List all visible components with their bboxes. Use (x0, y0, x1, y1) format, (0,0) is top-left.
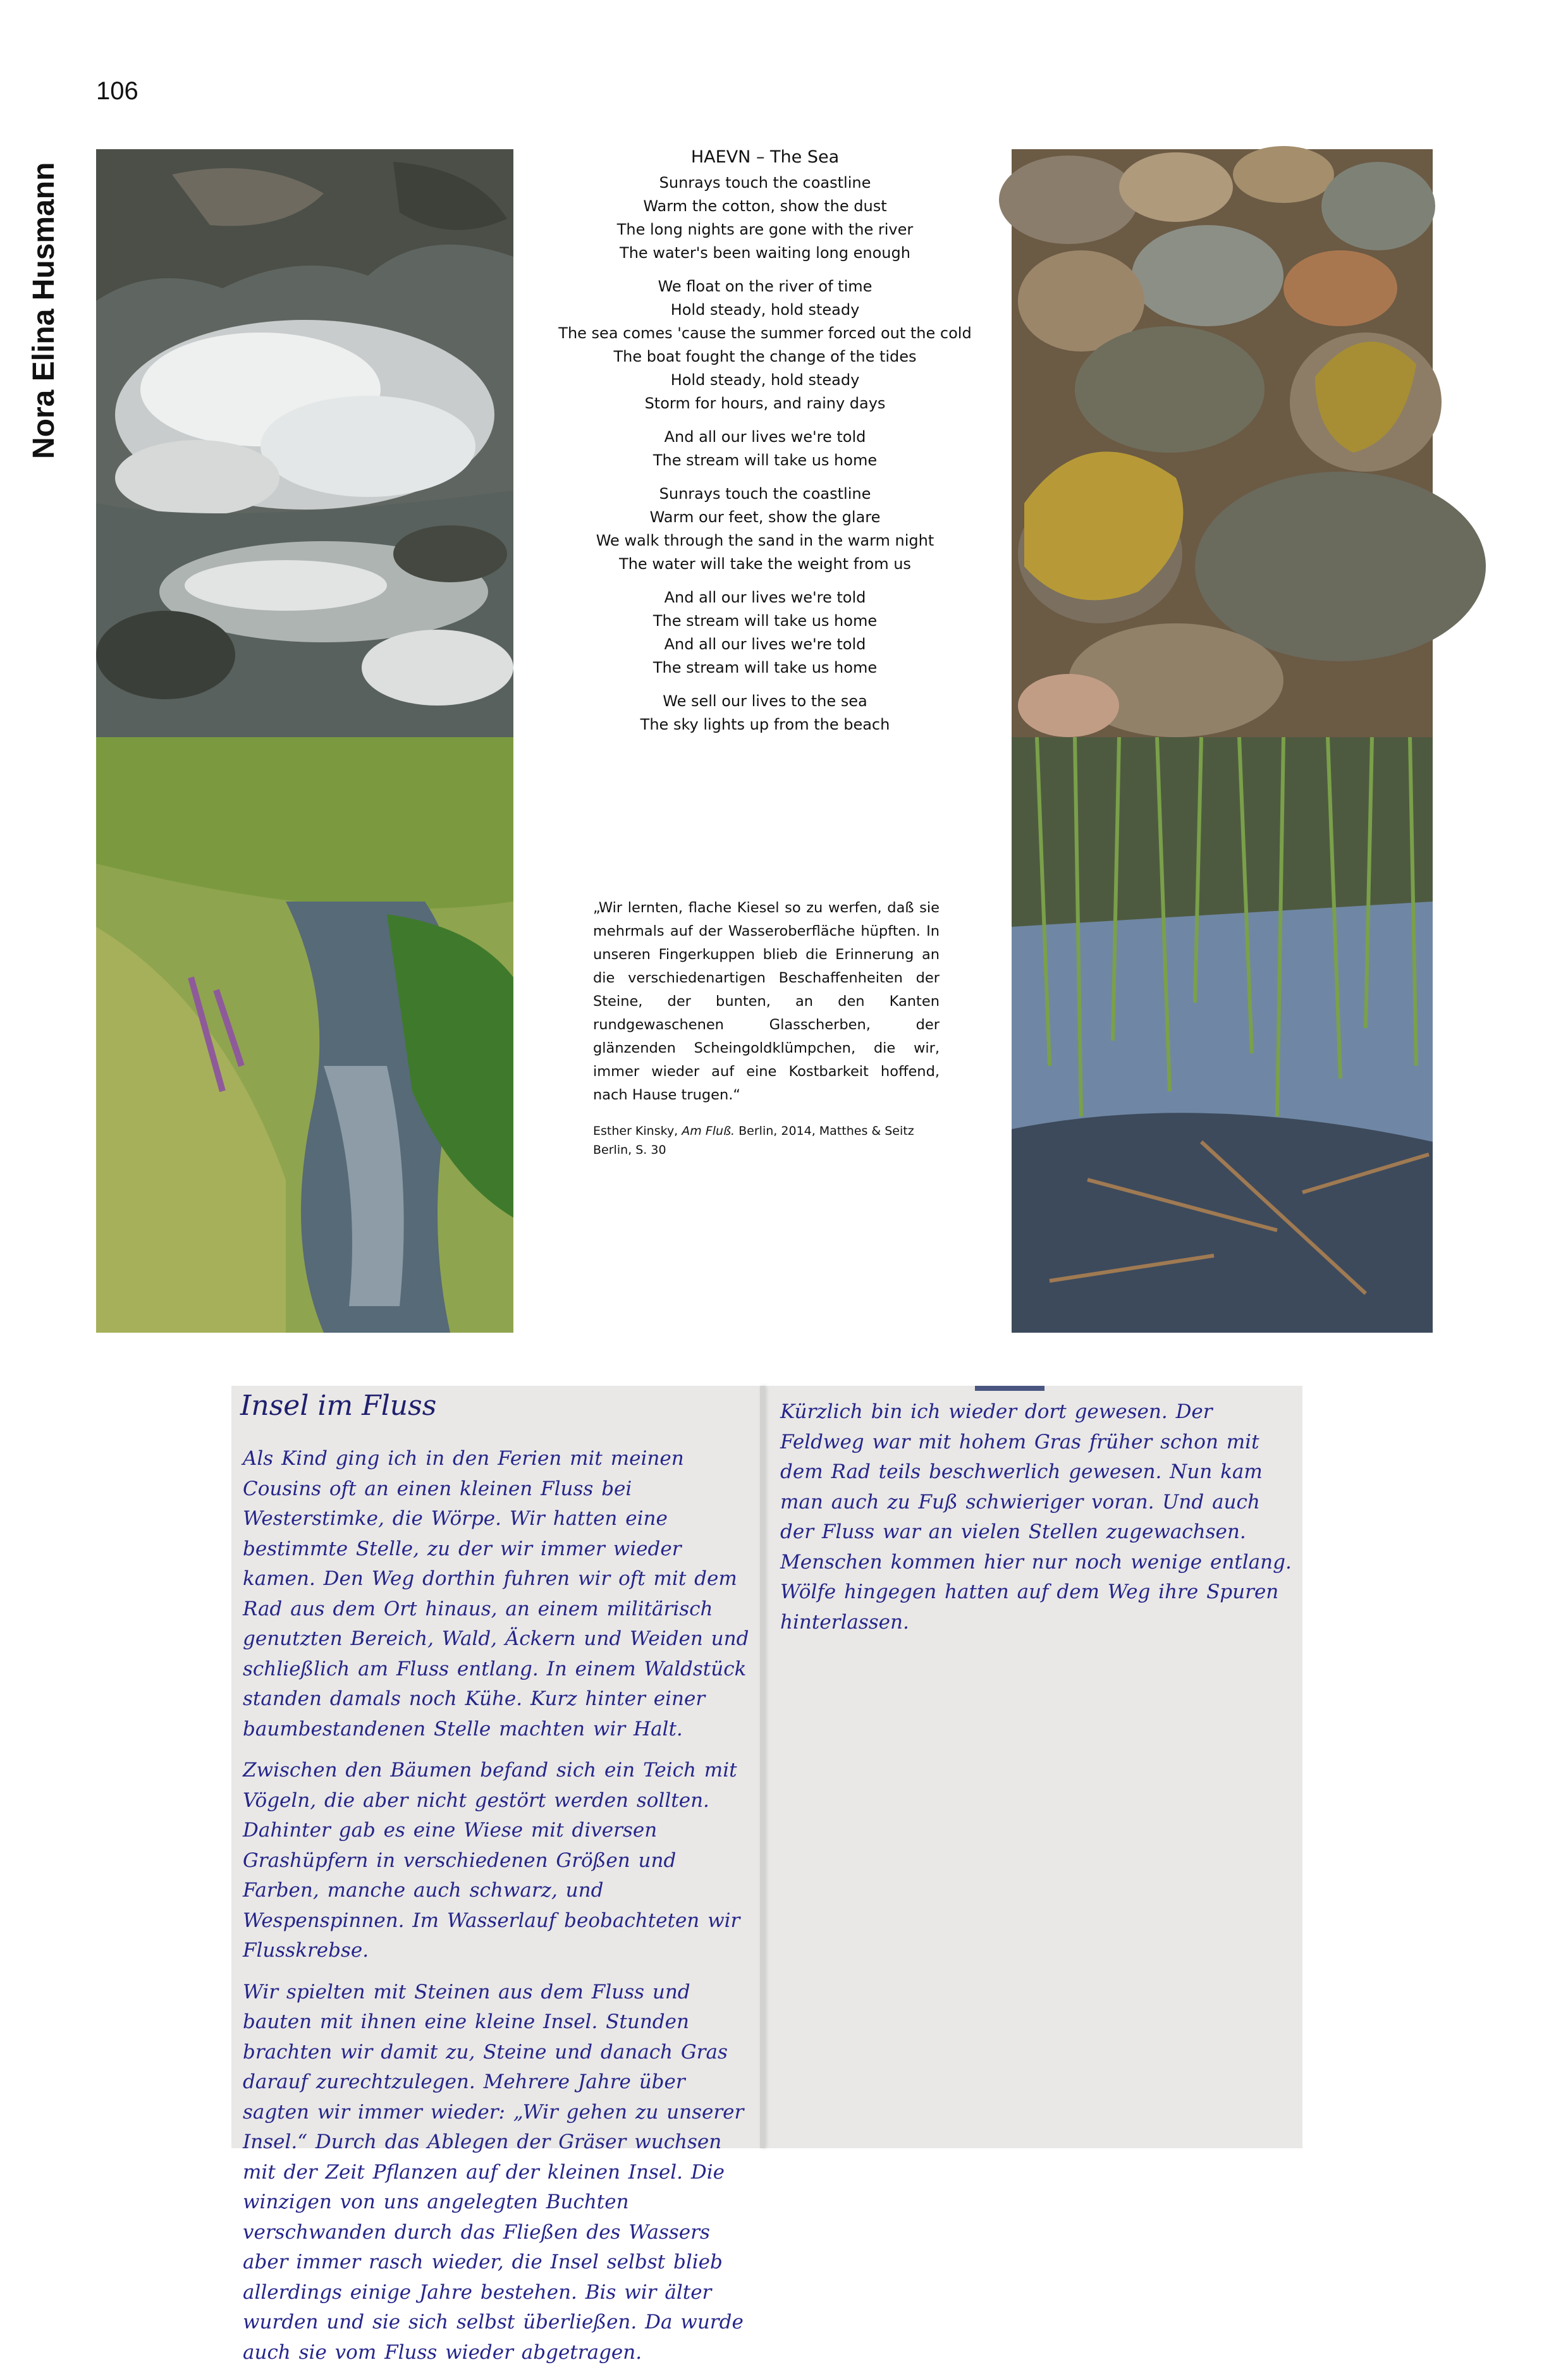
poem-stanza (550, 482, 980, 576)
notebook-paragraph: Kürzlich bin ich wieder dort gewesen. Der Feldweg war mit hohem Gras früher schon mit dem Rad teils beschwerlich gewesen. Nun kam man auch zu Fuß schwieriger voran. Und auch der Fluss war an vielen Stellen zugewachsen. Menschen kommen hier nur noch wenige entlang. Wölfe hingegen hatten auf dem Weg ihre Spuren hinterlassen. (780, 1400, 1292, 1634)
poem-line: And all our lives we're told (664, 589, 866, 606)
notebook-paragraph: Als Kind ging ich in den Ferien mit meinen Cousins oft an einen kleinen Fluss bei Westerstimke, die Wörpe. Wir hatten eine bestimmte Stelle, zu der wir immer wieder kamen. Den Weg dorthin fuhren wir oft mit dem Rad aus dem Ort hinaus, an einem militärisch genutzten Bereich, Wald, Äckern und Weiden und schließlich am Fluss entlang. In einem Waldstück standen damals noch Kühe. Kurz hinter einer baumbestandenen Stelle machten wir Halt. (243, 1447, 749, 1740)
poem-line: The water will take the weight from us (619, 555, 911, 573)
pebbles-seaweed-photo (1012, 149, 1433, 737)
poem-stanza (550, 690, 980, 737)
poem-line: The water's been waiting long enough (620, 244, 910, 262)
poem-line: The boat fought the change of the tides (613, 348, 917, 365)
poem-line: Hold steady, hold steady (670, 301, 860, 319)
rushing-water-photo (96, 149, 513, 737)
kinsky-quote: „Wir lernten, flache Kiesel so zu werfen, daß sie mehrmals auf der Wasseroberfläche hüpften. In unseren Fingerkuppen blieb die Erinnerung an die verschiedenartigen Beschaffenheiten der Steine, der bunten, an den Kanten rundgewaschenen Glasscherben, der glänzenden Scheingoldklümpchen, die wir, immer wieder auf eine Kostbarkeit hoffend, nach Hause trugen.“ (593, 900, 940, 1103)
quote-citation (593, 1122, 947, 1159)
poem-line: The stream will take us home (652, 659, 878, 676)
citation-author: Esther Kinsky, (593, 1124, 678, 1138)
notebook-paragraph: Zwischen den Bäumen befand sich ein Teich mit Vögeln, die aber nicht gestört werden sollten. Dahinter gab es eine Wiese mit diversen Grashüpfern in verschiedenen Größen und Farben, manche auch schwarz, und Wespenspinnen. Im Wasserlauf beobachteten wir Flusskrebse. (243, 1759, 740, 1962)
poem-stanza (550, 586, 980, 680)
poem-line: The stream will take us home (652, 451, 878, 469)
poem-stanza (550, 171, 980, 265)
poem-title: HAEVN – The Sea (690, 147, 840, 167)
poem-line: Warm our feet, show the glare (649, 508, 881, 526)
notebook-spine (760, 1386, 765, 2148)
poem-line: Hold steady, hold steady (670, 371, 860, 389)
notebook-edge (975, 1386, 1044, 1391)
poem-line: The long nights are gone with the river (616, 221, 914, 238)
notebook-right-page (780, 1397, 1292, 1649)
poem-line: We float on the river of time (658, 278, 873, 295)
author-name: Nora Elina Husmann (27, 162, 61, 459)
poem-line: The sea comes 'cause the summer forced out the cold (558, 324, 972, 342)
citation-title: Am Fluß. (682, 1124, 735, 1138)
grassy-stream-photo (96, 737, 513, 1333)
poem-stanza (550, 275, 980, 415)
poem-line: The stream will take us home (652, 612, 878, 630)
poem-line: And all our lives we're told (664, 428, 866, 446)
poem-line: Sunrays touch the coastline (659, 485, 871, 503)
poem-line: And all our lives we're told (664, 635, 866, 653)
handwritten-notebook (231, 1386, 1302, 2364)
page-number: 106 (96, 77, 138, 105)
poem-line: The sky lights up from the beach (640, 716, 890, 733)
notebook-paragraph: Wir spielten mit Steinen aus dem Fluss und bauten mit ihnen eine kleine Insel. Stunden brachten wir damit zu, Steine und danach Gras darauf zurechtzulegen. Mehrere Jahre über sagten wir immer wieder: „Wir gehen zu unserer Insel.“ Durch das Ablegen der Gräser wuchsen mit der Zeit Pflanzen auf der kleinen Insel. Die winzigen von uns angelegten Buchten verschwanden durch das Fließen des Wassers aber immer rasch wieder, die Insel selbst blieb allerdings einige Jahre bestehen. Bis wir älter wurden und sie sich selbst überließen. Da wurde auch sie vom Fluss wieder abgetragen. (243, 1980, 744, 2364)
reeds-water-photo (1012, 737, 1433, 1333)
poem-line: Sunrays touch the coastline (659, 174, 871, 192)
poem-line: We sell our lives to the sea (663, 692, 867, 710)
poem-line: Warm the cotton, show the dust (643, 197, 887, 215)
poem-stanza (550, 425, 980, 472)
poem-line: Storm for hours, and rainy days (644, 394, 886, 412)
notebook-title: Insel im Fluss (240, 1390, 437, 1422)
poem (550, 145, 980, 747)
poem-line: We walk through the sand in the warm night (596, 532, 934, 549)
notebook-left-page (243, 1444, 755, 2379)
citation-details: Berlin, 2014, Matthes & Seitz Berlin, S. 30 (593, 1124, 914, 1157)
